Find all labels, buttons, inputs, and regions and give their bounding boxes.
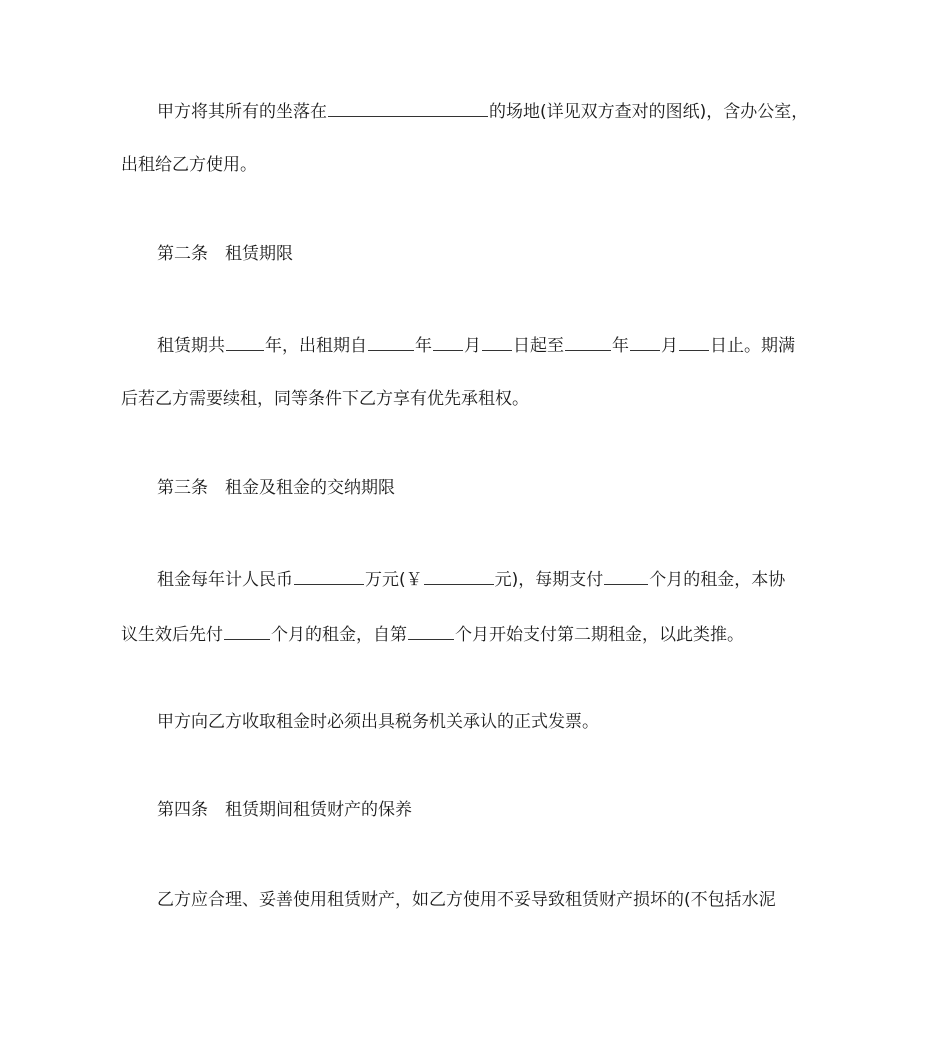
blank-rent-wan xyxy=(294,566,364,585)
blank-second-period-month xyxy=(408,621,454,640)
article-number: 第二条 xyxy=(157,244,208,264)
text-segment: 月 xyxy=(661,336,678,356)
article-2-heading xyxy=(157,242,293,266)
blank-start-year xyxy=(368,332,414,351)
text-segment: 日起至 xyxy=(513,336,564,356)
text-segment: 个月的租金，本协 xyxy=(649,570,786,590)
article-number: 第三条 xyxy=(157,478,208,498)
text-segment: 甲方将其所有的坐落在 xyxy=(157,102,327,122)
text-segment: 年，出租期自 xyxy=(265,336,367,356)
term-line-2: 后若乙方需要续租，同等条件下乙方享有优先承租权。 xyxy=(121,389,529,409)
blank-end-year xyxy=(565,332,611,351)
term-line-1 xyxy=(157,332,795,356)
blank-prepay-months xyxy=(224,621,270,640)
invoice-clause: 甲方向乙方收取租金时必须出具税务机关承认的正式发票。 xyxy=(157,712,599,732)
blank-years xyxy=(226,332,264,351)
blank-location xyxy=(328,98,488,117)
article-title: 租金及租金的交纳期限 xyxy=(225,478,395,498)
maintenance-clause-line-1: 乙方应合理、妥善使用租赁财产，如乙方使用不妥导致租赁财产损坏的(不包括水泥 xyxy=(157,890,776,910)
text-segment: 万元(￥ xyxy=(365,570,423,590)
clause-1-line-2: 出租给乙方使用。 xyxy=(121,155,257,175)
article-number: 第四条 xyxy=(157,800,208,820)
blank-rent-yuan xyxy=(424,566,494,585)
rent-line-2 xyxy=(121,621,744,645)
text-segment: 租金每年计人民币 xyxy=(157,570,293,590)
text-segment: 年 xyxy=(612,336,629,356)
blank-start-month xyxy=(433,332,463,351)
text-segment: 个月的租金，自第 xyxy=(271,625,407,645)
text-segment: 的场地(详见双方查对的图纸)，含办公室， xyxy=(489,102,809,122)
text-segment: 议生效后先付 xyxy=(121,625,223,645)
article-title: 租赁期间租赁财产的保养 xyxy=(225,800,412,820)
text-segment: 租赁期共 xyxy=(157,336,225,356)
clause-1-line-1 xyxy=(157,98,808,122)
text-segment: 日止。期满 xyxy=(710,336,795,356)
text-segment: 年 xyxy=(415,336,432,356)
article-3-heading xyxy=(157,476,395,500)
text-segment: 月 xyxy=(464,336,481,356)
blank-end-day xyxy=(679,332,709,351)
text-segment: 元)，每期支付 xyxy=(494,570,604,590)
rent-line-1 xyxy=(157,566,785,590)
blank-end-month xyxy=(630,332,660,351)
text-segment: 个月开始支付第二期租金，以此类推。 xyxy=(455,625,744,645)
blank-months-per-period xyxy=(604,566,648,585)
article-title: 租赁期限 xyxy=(225,244,293,264)
article-4-heading xyxy=(157,798,412,822)
blank-start-day xyxy=(482,332,512,351)
